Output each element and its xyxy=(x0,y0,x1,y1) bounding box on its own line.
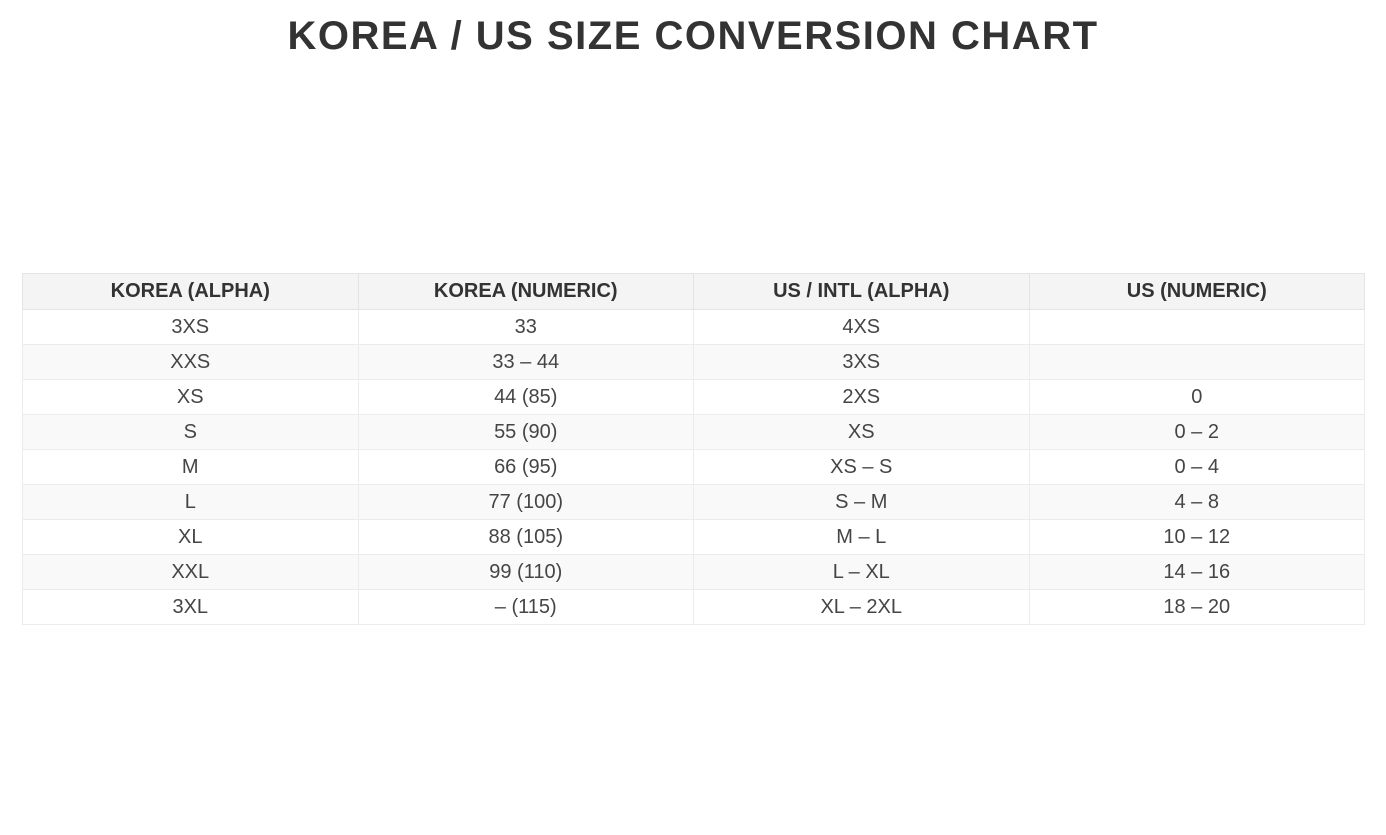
cell-korea-alpha: S xyxy=(23,415,359,450)
cell-us-numeric: 14 – 16 xyxy=(1029,555,1365,590)
cell-us-intl-alpha: L – XL xyxy=(694,555,1030,590)
cell-korea-alpha: XXS xyxy=(23,345,359,380)
table-row xyxy=(23,590,1365,625)
size-conversion-table xyxy=(22,273,1365,625)
table-header-row xyxy=(23,274,1365,310)
cell-us-numeric: 0 – 4 xyxy=(1029,450,1365,485)
cell-us-numeric: 10 – 12 xyxy=(1029,520,1365,555)
table-row xyxy=(23,380,1365,415)
cell-us-numeric xyxy=(1029,310,1365,345)
cell-us-intl-alpha: 2XS xyxy=(694,380,1030,415)
cell-us-intl-alpha: 3XS xyxy=(694,345,1030,380)
cell-us-intl-alpha: XL – 2XL xyxy=(694,590,1030,625)
cell-korea-alpha: XXL xyxy=(23,555,359,590)
cell-us-intl-alpha: S – M xyxy=(694,485,1030,520)
cell-korea-numeric: 66 (95) xyxy=(358,450,694,485)
cell-korea-numeric: 44 (85) xyxy=(358,380,694,415)
table-header xyxy=(23,274,1365,310)
cell-korea-numeric: 33 xyxy=(358,310,694,345)
table-row xyxy=(23,450,1365,485)
cell-us-numeric: 18 – 20 xyxy=(1029,590,1365,625)
cell-korea-alpha: 3XS xyxy=(23,310,359,345)
table-row xyxy=(23,520,1365,555)
column-header-us-intl-alpha: US / INTL (ALPHA) xyxy=(694,274,1030,310)
column-header-us-numeric: US (NUMERIC) xyxy=(1029,274,1365,310)
cell-korea-numeric: – (115) xyxy=(358,590,694,625)
cell-korea-alpha: XS xyxy=(23,380,359,415)
cell-korea-alpha: XL xyxy=(23,520,359,555)
page-title: KOREA / US SIZE CONVERSION CHART xyxy=(287,14,1099,58)
table-row xyxy=(23,310,1365,345)
cell-korea-alpha: M xyxy=(23,450,359,485)
cell-korea-numeric: 33 – 44 xyxy=(358,345,694,380)
cell-korea-numeric: 99 (110) xyxy=(358,555,694,590)
column-header-korea-alpha: KOREA (ALPHA) xyxy=(23,274,359,310)
cell-korea-alpha: L xyxy=(23,485,359,520)
cell-us-intl-alpha: XS xyxy=(694,415,1030,450)
cell-korea-alpha: 3XL xyxy=(23,590,359,625)
cell-us-intl-alpha: 4XS xyxy=(694,310,1030,345)
cell-korea-numeric: 88 (105) xyxy=(358,520,694,555)
table-row xyxy=(23,345,1365,380)
table-body xyxy=(23,310,1365,625)
cell-us-intl-alpha: XS – S xyxy=(694,450,1030,485)
cell-us-numeric: 0 – 2 xyxy=(1029,415,1365,450)
table-row xyxy=(23,415,1365,450)
cell-us-intl-alpha: M – L xyxy=(694,520,1030,555)
table-row xyxy=(23,485,1365,520)
cell-us-numeric: 4 – 8 xyxy=(1029,485,1365,520)
cell-us-numeric: 0 xyxy=(1029,380,1365,415)
table-row xyxy=(23,555,1365,590)
cell-korea-numeric: 77 (100) xyxy=(358,485,694,520)
column-header-korea-numeric: KOREA (NUMERIC) xyxy=(358,274,694,310)
cell-us-numeric xyxy=(1029,345,1365,380)
cell-korea-numeric: 55 (90) xyxy=(358,415,694,450)
